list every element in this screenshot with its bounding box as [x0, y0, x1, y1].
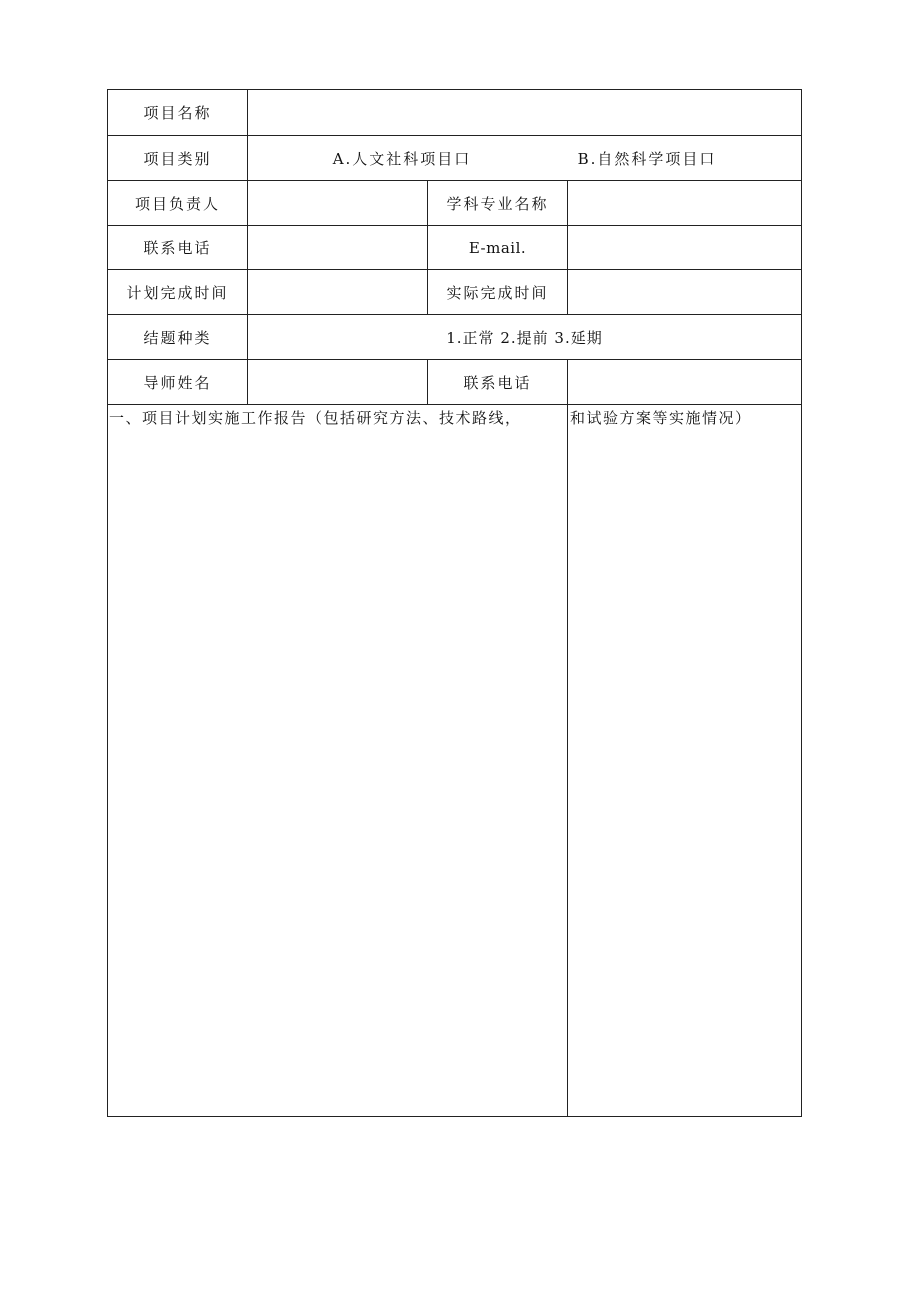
project-form-table [107, 89, 802, 1117]
actual-completion-label: 实际完成时间 [446, 283, 549, 302]
actual-completion-field[interactable] [568, 270, 801, 314]
report-body-field[interactable] [108, 431, 567, 1115]
project-leader-label: 项目负责人 [134, 194, 220, 213]
advisor-name-field[interactable] [248, 360, 427, 404]
advisor-phone-label: 联系电话 [463, 373, 532, 392]
category-option-humanities[interactable]: A.人文社科项目口 [332, 149, 472, 168]
conclusion-type-options[interactable]: 1.正常 2.提前 3.延期 [446, 328, 603, 347]
email-field[interactable] [568, 226, 801, 269]
project-leader-field[interactable] [248, 181, 427, 225]
table-border-bottom [107, 1116, 802, 1117]
phone-field[interactable] [248, 226, 427, 269]
project-name-field[interactable] [248, 90, 801, 135]
table-border-right [801, 89, 802, 1117]
advisor-name-label: 导师姓名 [143, 373, 212, 392]
row-divider [107, 404, 802, 405]
discipline-label: 学科专业名称 [446, 194, 549, 213]
planned-completion-label: 计划完成时间 [126, 283, 229, 302]
planned-completion-field[interactable] [248, 270, 427, 314]
email-label: E-mail. [468, 238, 527, 257]
phone-label: 联系电话 [143, 239, 212, 257]
project-category-label: 项目类别 [143, 149, 212, 168]
conclusion-type-label: 结题种类 [143, 328, 212, 347]
report-heading-left: 一、项目计划实施工作报告（包括研究方法、技术路线， [109, 409, 522, 427]
project-name-label: 项目名称 [143, 104, 212, 122]
category-option-natural-science[interactable]: B.自然科学项目口 [577, 149, 717, 168]
advisor-phone-field[interactable] [568, 360, 801, 404]
report-heading-right: 和试验方案等实施情况） [570, 409, 752, 427]
discipline-field[interactable] [568, 181, 801, 225]
right-column-divider [567, 359, 568, 1117]
